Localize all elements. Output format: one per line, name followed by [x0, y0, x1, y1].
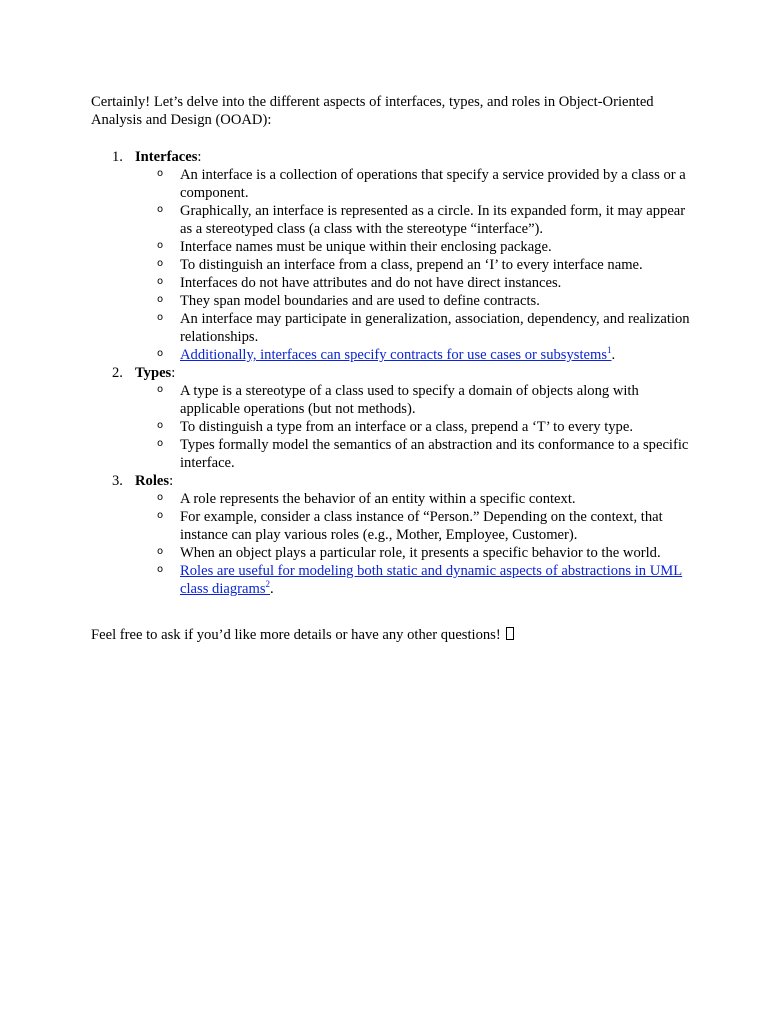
section-heading — [135, 364, 691, 382]
section-interfaces — [91, 148, 691, 364]
footnote-marker: 2 — [265, 579, 271, 590]
bullet-icon: o — [157, 276, 164, 287]
bullet-icon: o — [157, 258, 164, 269]
section-roles — [91, 472, 691, 598]
trailing-period: . — [611, 347, 616, 363]
bullet-icon: o — [157, 510, 164, 521]
closing-text: Feel free to ask if you’d like more details or have any other questions! — [91, 627, 501, 643]
bullet-icon: o — [157, 240, 164, 251]
list-item — [135, 310, 690, 346]
roles-uml-diagrams-link[interactable] — [180, 563, 682, 597]
roles-bullets — [135, 490, 691, 598]
section-title-colon: : — [171, 365, 176, 381]
bullet-icon: o — [157, 384, 164, 395]
interfaces-bullets — [135, 166, 691, 364]
list-item — [135, 436, 690, 472]
list-item — [135, 490, 690, 508]
footnote-marker: 1 — [607, 345, 612, 356]
missing-glyph-icon — [506, 627, 514, 640]
section-number: 2. — [112, 365, 123, 381]
list-item — [135, 544, 690, 562]
bullet-text: An interface is a collection of operations that specify a service provided by a class or a component. — [180, 167, 686, 201]
bullet-text: A type is a stereotype of a class used to specify a domain of objects along with applicable operations (but not methods). — [180, 383, 639, 417]
list-item — [135, 346, 690, 364]
list-item — [135, 274, 690, 292]
list-item — [135, 418, 690, 436]
bullet-text: Types formally model the semantics of an abstraction and its conformance to a specific interface. — [180, 437, 689, 471]
bullet-text: A role represents the behavior of an entity within a specific context. — [180, 491, 576, 507]
bullet-text: Interfaces do not have attributes and do not have direct instances. — [180, 275, 562, 291]
list-item — [135, 256, 690, 274]
bullet-icon: o — [157, 438, 164, 449]
topics-list — [91, 148, 691, 598]
section-number: 3. — [112, 473, 123, 489]
list-item — [135, 382, 690, 418]
bullet-icon: o — [157, 546, 164, 557]
bullet-icon: o — [157, 492, 164, 503]
bullet-icon: o — [157, 312, 164, 323]
bullet-icon: o — [157, 420, 164, 431]
trailing-period: . — [270, 581, 274, 597]
section-title: Interfaces — [135, 149, 198, 165]
section-types — [91, 364, 691, 472]
bullet-icon: o — [157, 168, 164, 179]
bullet-icon: o — [157, 204, 164, 215]
bullet-icon: o — [157, 348, 164, 359]
section-title: Roles — [135, 473, 170, 489]
list-item — [135, 562, 690, 598]
list-item — [135, 292, 690, 310]
bullet-icon: o — [157, 564, 164, 575]
types-bullets — [135, 382, 691, 472]
list-item — [135, 508, 690, 544]
section-heading — [135, 148, 691, 166]
bullet-text: Interface names must be unique within their enclosing package. — [180, 239, 552, 255]
list-item — [135, 238, 690, 256]
bullet-text: To distinguish a type from an interface or a class, prepend a ‘T’ to every type. — [180, 419, 633, 435]
bullet-text: An interface may participate in generalization, association, dependency, and realization relationships. — [180, 311, 690, 345]
list-item — [135, 202, 690, 238]
bullet-text: For example, consider a class instance of “Person.” Depending on the context, that instance can play various roles (e.g., Mother, Employee, Customer). — [180, 509, 663, 543]
link-text: Additionally, interfaces can specify contracts for use cases or subsystems — [180, 347, 608, 363]
bullet-text: They span model boundaries and are used to define contracts. — [180, 293, 540, 309]
bullet-icon: o — [157, 294, 164, 305]
link-text: Roles are useful for modeling both static and dynamic aspects of abstractions in UML class diagrams — [180, 563, 683, 597]
bullet-text: Graphically, an interface is represented as a circle. In its expanded form, it may appear as a stereotyped class (a class with the stereotype “interface”). — [180, 203, 686, 237]
section-number: 1. — [112, 149, 123, 165]
document-page — [91, 93, 691, 644]
interfaces-subsystems-link[interactable] — [180, 347, 612, 363]
section-title-colon: : — [197, 149, 202, 165]
intro-paragraph: Certainly! Let’s delve into the different aspects of interfaces, types, and roles in Object-Oriented Analysis and Design (OOAD): — [91, 94, 654, 128]
bullet-text: When an object plays a particular role, it presents a specific behavior to the world. — [180, 545, 661, 561]
section-heading — [135, 472, 691, 490]
closing-paragraph — [91, 626, 691, 644]
list-item — [135, 166, 690, 202]
section-title-colon: : — [169, 473, 174, 489]
section-title: Types — [135, 365, 172, 381]
bullet-text: To distinguish an interface from a class, prepend an ‘I’ to every interface name. — [180, 257, 643, 273]
